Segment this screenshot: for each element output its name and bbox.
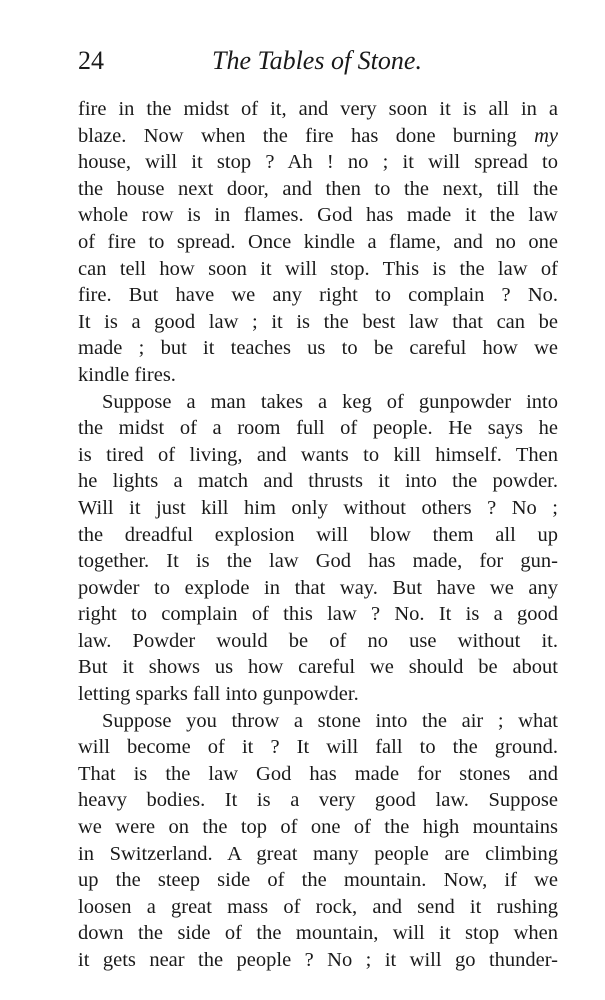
text-line: That is the law God has made for stones and: [78, 762, 558, 785]
text-line: But it shows us how careful we should be about: [78, 656, 558, 679]
text-line: fire. But have we any right to complain ? No.: [78, 284, 558, 307]
text-line: blaze. Now when the fire has done burning my: [78, 124, 558, 147]
text-line: Suppose you throw a stone into the air ; what: [102, 709, 558, 732]
text-line: Will it just kill him only without others ? No ;: [78, 496, 558, 519]
text-line: up the steep side of the mountain. Now, if we: [78, 869, 558, 892]
text-line: law. Powder would be of no use without it.: [78, 629, 558, 652]
text-line: the house next door, and then to the next, till the: [78, 177, 558, 200]
text-line: of fire to spread. Once kindle a flame, and no one: [78, 230, 558, 253]
paragraph-1: [78, 96, 558, 389]
text-line: It is a good law ; it is the best law that can be: [78, 310, 558, 333]
text-line: kindle fires.: [78, 363, 176, 386]
text-line: it gets near the people ? No ; it will go thunder-: [78, 949, 558, 971]
running-head: [78, 44, 558, 78]
text-line: heavy bodies. It is a very good law. Suppose: [78, 789, 558, 812]
text-line: house, will it stop ? Ah ! no ; it will spread to: [78, 151, 558, 174]
text-line: we were on the top of one of the high mountains: [78, 816, 558, 839]
paragraph-2: [78, 389, 558, 708]
text-line: the midst of a room full of people. He says he: [78, 417, 558, 440]
text-line: down the side of the mountain, will it stop when: [78, 922, 558, 945]
paragraph-3: [78, 708, 558, 974]
text-line: is tired of living, and wants to kill himself. Then: [78, 443, 558, 466]
text-line: letting sparks fall into gunpowder.: [78, 683, 359, 706]
text-line: whole row is in flames. God has made it the law: [78, 204, 558, 227]
text-line: made ; but it teaches us to be careful how we: [78, 337, 558, 360]
text-line: in Switzerland. A great many people are climbing: [78, 842, 558, 865]
text-line: can tell how soon it will stop. This is the law of: [78, 257, 558, 280]
text-line: powder to explode in that way. But have we any: [78, 576, 558, 599]
text-line: Suppose a man takes a keg of gunpowder into: [102, 390, 558, 413]
emphasis: my: [534, 124, 558, 147]
text-line: will become of it ? It will fall to the ground.: [78, 736, 558, 759]
page-number: 24: [78, 46, 104, 75]
text-line: the dreadful explosion will blow them all up: [78, 523, 558, 546]
text-line: right to complain of this law ? No. It is a good: [78, 603, 558, 626]
running-title: The Tables of Stone.: [212, 46, 422, 75]
body-text: [78, 96, 558, 974]
text-line: together. It is the law God has made, for gun-: [78, 550, 558, 573]
text-line: fire in the midst of it, and very soon it is all in a: [78, 98, 558, 120]
text-line: he lights a match and thrusts it into the powder.: [78, 470, 558, 493]
text-line: loosen a great mass of rock, and send it rushing: [78, 895, 558, 918]
